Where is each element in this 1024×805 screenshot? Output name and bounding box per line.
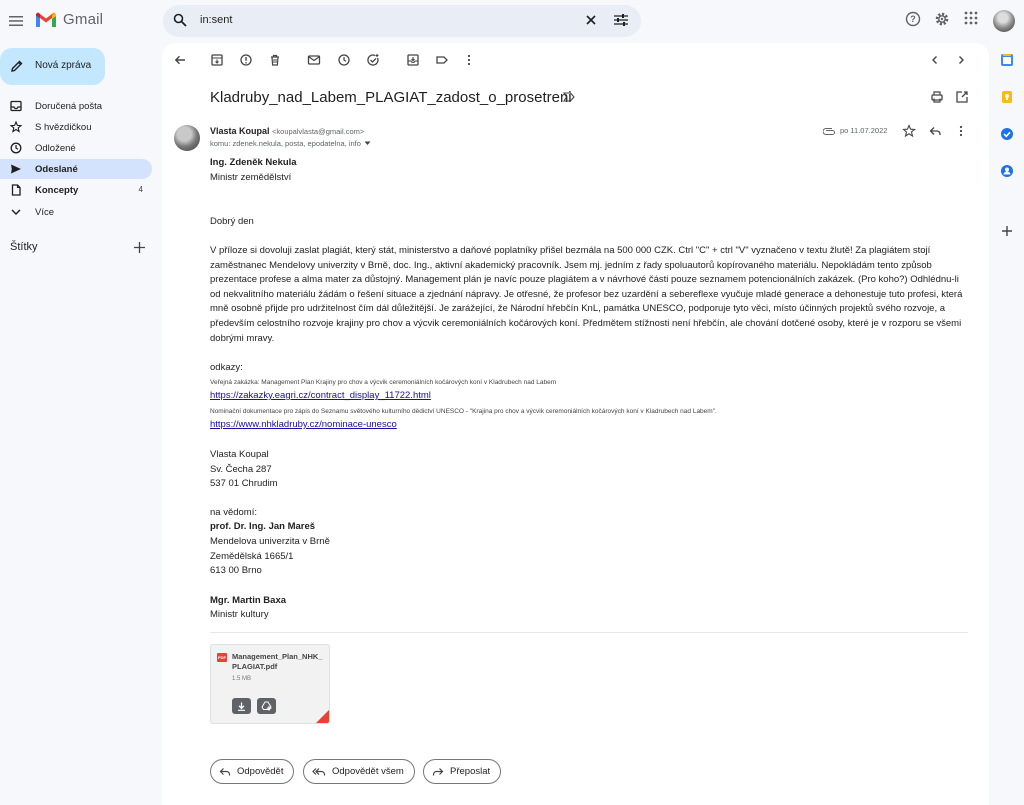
- clear-search-icon[interactable]: [584, 13, 598, 27]
- cc-name: Mgr. Martin Baxa: [210, 595, 287, 606]
- sender-name[interactable]: Vlasta Koupal: [210, 126, 270, 136]
- sidebar-item-label: Odložené: [35, 143, 76, 154]
- clock-icon: [10, 142, 22, 154]
- next-chevron-icon[interactable]: [954, 53, 968, 67]
- report-spam-icon[interactable]: [239, 53, 253, 67]
- apps-grid-icon[interactable]: [964, 11, 978, 25]
- contract-link[interactable]: https://zakazky.eagri.cz/contract_display_11722.html: [210, 390, 431, 401]
- cc-title: Ministr kultury: [210, 609, 269, 620]
- compose-button[interactable]: [0, 48, 105, 85]
- download-icon: [237, 702, 246, 711]
- forward-icon: [432, 767, 444, 777]
- keep-notes-icon[interactable]: [1000, 90, 1016, 106]
- move-to-icon[interactable]: [406, 53, 420, 67]
- cc-organization: Mendelova univerzita v Brně: [210, 536, 330, 547]
- message-view: [162, 43, 989, 805]
- sidebar-item-inbox[interactable]: [0, 96, 152, 116]
- contacts-icon[interactable]: [1000, 164, 1016, 180]
- attachment-corner: [316, 710, 329, 723]
- search-icon[interactable]: [173, 13, 187, 27]
- email-subject: Kladruby_nad_Labem_PLAGIAT_zadost_o_prosetreni: [210, 89, 572, 106]
- sidebar-item-label: Více: [35, 207, 55, 218]
- sidebar-item-label: Doručená pošta: [35, 101, 103, 112]
- caret-down-icon[interactable]: [364, 141, 371, 146]
- settings-gear-icon[interactable]: [934, 11, 950, 27]
- reply-icon[interactable]: [928, 124, 942, 138]
- greeting: Dobrý den: [210, 216, 254, 227]
- star-icon: [10, 121, 22, 133]
- sidebar-item-more[interactable]: [0, 202, 152, 222]
- back-arrow-icon[interactable]: [173, 53, 187, 67]
- print-icon[interactable]: [930, 90, 944, 104]
- search-options-icon[interactable]: [613, 13, 629, 27]
- archive-icon[interactable]: [210, 53, 224, 67]
- search-input[interactable]: in:sent: [200, 14, 233, 26]
- forward-label: Přeposlat: [450, 766, 491, 777]
- sidebar-item-snoozed[interactable]: [0, 138, 152, 158]
- send-icon: [10, 163, 22, 175]
- sender-avatar[interactable]: [174, 125, 200, 151]
- snooze-clock-icon[interactable]: [337, 53, 351, 67]
- cc-name: prof. Dr. Ing. Jan Mareš: [210, 521, 316, 532]
- sidebar-item-label: Koncepty: [35, 185, 79, 196]
- add-addon-icon[interactable]: [1000, 224, 1016, 240]
- more-vert-icon[interactable]: [954, 124, 968, 138]
- tasks-icon[interactable]: [1000, 127, 1016, 143]
- unesco-link[interactable]: https://www.nhkladruby.cz/nominace-unesco: [210, 419, 397, 430]
- inbox-icon: [10, 100, 22, 112]
- cc-street: Zemědělská 1665/1: [210, 551, 294, 562]
- cc-city: 613 00 Brno: [210, 565, 262, 576]
- gmail-logo[interactable]: [35, 11, 103, 28]
- calendar-icon[interactable]: [1000, 53, 1016, 69]
- more-vert-icon[interactable]: [462, 53, 476, 67]
- help-icon[interactable]: [905, 11, 921, 27]
- compose-label: Nová zpráva: [35, 60, 92, 71]
- sidebar-item-drafts[interactable]: [0, 180, 152, 200]
- reply-label: Odpovědět: [237, 766, 284, 777]
- attachment-card[interactable]: [210, 644, 330, 724]
- add-task-icon[interactable]: [366, 53, 380, 67]
- reply-all-icon: [312, 767, 326, 777]
- link-description: Nominační dokumentace pro zápis do Seznamu světového kulturního dědictví UNESCO - "Krajina pro chov a výcvik ceremoniálních kočárových koní v Kladrubech nad Labem".: [210, 408, 717, 415]
- gmail-m-icon: [35, 11, 57, 28]
- mark-unread-icon[interactable]: [307, 53, 321, 67]
- addressee-title: Ministr zemědělství: [210, 172, 292, 183]
- top-bar: [0, 0, 1024, 42]
- link-description: Veřejná zakázka: Management Plan Krajiny pro chov a výcvik ceremoniálních kočárových koní v Kladrubech nad Labem: [210, 379, 557, 386]
- links-label: odkazy:: [210, 362, 243, 373]
- signature-street: Sv. Čecha 287: [210, 464, 272, 475]
- main-menu-button[interactable]: [5, 10, 27, 32]
- labels-heading: Štítky: [10, 241, 38, 253]
- draft-icon: [10, 184, 22, 196]
- open-new-window-icon[interactable]: [955, 90, 969, 104]
- sidebar-item-starred[interactable]: [0, 117, 152, 137]
- save-to-drive-button[interactable]: [257, 698, 276, 714]
- app-name: Gmail: [63, 11, 104, 28]
- add-label-icon[interactable]: [133, 241, 146, 254]
- reply-icon: [219, 767, 231, 777]
- delete-trash-icon[interactable]: [268, 53, 282, 67]
- reply-button[interactable]: [210, 759, 294, 784]
- label-tag-icon[interactable]: [435, 53, 449, 67]
- reply-all-button[interactable]: [303, 759, 415, 784]
- download-button[interactable]: [232, 698, 251, 714]
- body-paragraph: V příloze si dovoluji zaslat plagiát, který stát, ministerstvo a daňové poplatníky přišel bezmála na 500 000 CZK. Ctrl "C" + ctrl "V" vyznačeno v textu žlutě! Za plagiátem stojí zaměstnanec Mendelovy univerzity v Brně, doc. Ing., aktivní akademický pracovník. Jsem mj. jedním z řady spoluautorů kopírovaného materiálu. Nepokládám tento způsob prezentace profese a alma mater za důstojný. Management plán je navíc pouze plagiátem a v návrhové části pouze seznamem potencionálních zakázek. (Pro koho?) Odhlédnu-li od nekvalitního materiálu žádám o řešení situace a zjednání nápravy. Je otřesné, že profesor bez uzardění a sebereflexe vyučuje mladé generace a dehonestuje tuto profesi, která mně osobně přijde pro udržitelnost čím dál důležitější. Je zarážející, že Národní hřebčín KnL, památka UNESCO, podporuje tyto věci, místo účinných projektů svého rozvoje, a především celostního rozvoje krajiny pro chov a výcvik ceremoniálních kočárových koní. Předmětem stížnosti není hřebčín, ale chování dotčené osoby, které je v rozporu se všemi dobrými mravy.: [210, 245, 963, 344]
- cc-label: na vědomí:: [210, 507, 257, 518]
- attachment-clip-icon: [823, 125, 835, 136]
- addressee-name: Ing. Zdeněk Nekula: [210, 157, 297, 168]
- prev-chevron-icon[interactable]: [928, 53, 942, 67]
- signature-name: Vlasta Koupal: [210, 449, 269, 460]
- reply-all-label: Odpovědět všem: [332, 766, 404, 777]
- drafts-count: 4: [138, 185, 143, 194]
- importance-marker-icon[interactable]: [563, 92, 575, 102]
- hamburger-icon: [9, 15, 23, 27]
- pencil-icon: [10, 59, 24, 73]
- recipients-text: komu: zdenek.nekula, posta, epodatelna, info: [210, 139, 361, 148]
- attachments-divider: [210, 632, 968, 633]
- attachment-size: 1.5 MB: [232, 676, 252, 682]
- account-avatar[interactable]: [993, 10, 1015, 32]
- search-bar[interactable]: [163, 5, 641, 37]
- chevron-down-icon: [10, 206, 22, 218]
- forward-button[interactable]: [423, 759, 501, 784]
- sidebar-item-label: S hvězdičkou: [35, 122, 92, 133]
- attachment-filename: Management_Plan_NHK_PLAGIAT.pdf: [232, 652, 323, 671]
- email-date: po 11.07.2022: [840, 126, 888, 135]
- star-icon[interactable]: [902, 124, 916, 138]
- drive-add-icon: [261, 701, 272, 711]
- svg-text:?: ?: [910, 14, 916, 25]
- sender-line: [210, 126, 364, 136]
- pdf-icon: PDF: [218, 655, 226, 660]
- sidebar-item-label: Odeslané: [35, 164, 78, 175]
- signature-city: 537 01 Chrudim: [210, 478, 278, 489]
- recipients-line[interactable]: [210, 139, 371, 148]
- sender-email: <koupalvlasta@gmail.com>: [272, 127, 365, 136]
- sidebar-item-sent[interactable]: [0, 159, 152, 179]
